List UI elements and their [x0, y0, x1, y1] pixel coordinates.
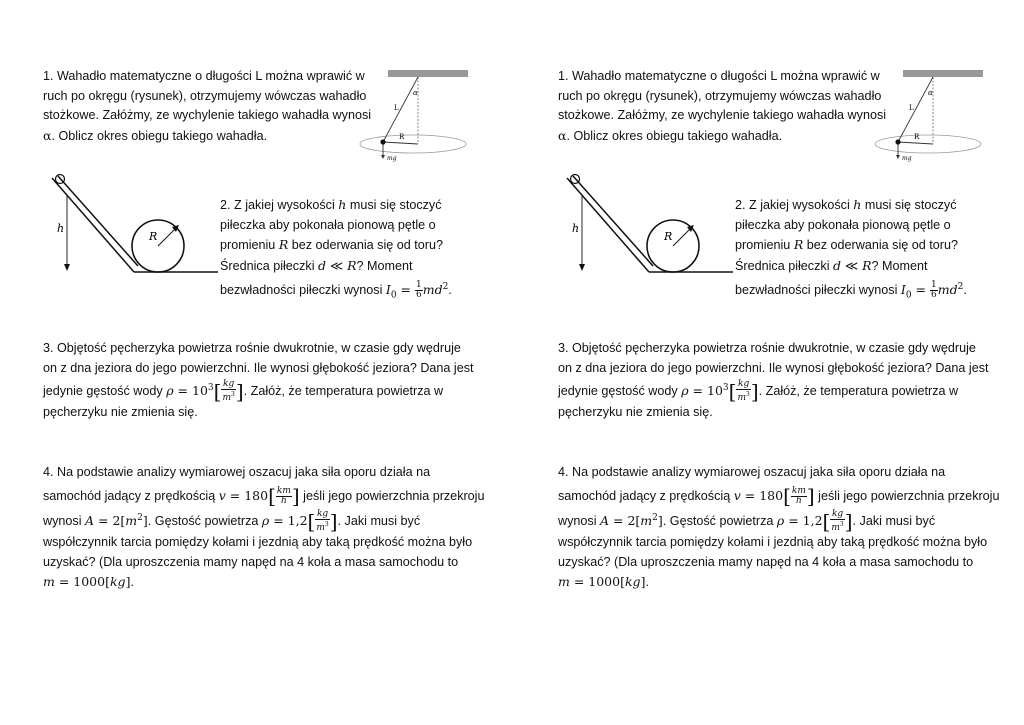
- weight-label: mg: [387, 155, 397, 162]
- problem-2-text: 2. Z jakiej wysokości h musi się stoczyć piłeczka aby pokonała pionową pętle o promieniu R bez oderwania się od toru? Średnica piłeczki d ≪ R? Moment bezwładności piłeczki wynosi $I_0$ = $\frac{1}{6}$ $md^2$.: [220, 197, 452, 301]
- loop-track-figure: [565, 170, 735, 275]
- weight-label: mg: [902, 155, 912, 162]
- height-label: h: [57, 222, 65, 235]
- problem-2-text: 2. Z jakiej wysokości h musi się stoczyć piłeczka aby pokonała pionową pętle o promieniu R bez oderwania się od toru? Średnica piłeczki d ≪ R? Moment bezwładności piłeczki wynosi $I_0$ = $\frac{1}{6}$ $md^2$.: [735, 197, 967, 301]
- loop-radius-label: R: [149, 230, 158, 243]
- problem-3-text: 3. Objętość pęcherzyka powietrza rośnie dwukrotnie, w czasie gdy wędruje on z dna jeziora do jego powierzchni. Ile wynosi głębokość jeziora? Dana jest jedynie gęstość wody $\rho = 10^3$[ $\frac{kg}{m^3}$ ]. Załóż, że temperatura powietrza w pęcherzyku nie zmienia się.: [558, 341, 989, 420]
- conical-pendulum-figure: [893, 68, 983, 166]
- length-label: L: [909, 104, 914, 112]
- radius-label: R: [399, 133, 405, 141]
- loop-track-figure: [50, 170, 220, 275]
- alpha-label: α: [413, 89, 418, 97]
- problem-4-text: 4. Na podstawie analizy wymiarowej oszacuj jaka siła oporu działa na samochód jadący z prędkością v = 180[ $\frac{km}{h}$ ] jeśli jego powierzchnia przekroju wynosi $A = 2[m^2]$. Gęstość powietrza ρ = 1,2[ $\frac{kg}{m^3}$ ]. Jaki musi być współczynnik tarcia pomiędzy kołami i jezdnią aby taką prędkość można było uzyskać? (Dla uproszczenia mamy napęd na 4 koła a masa samochodu to m = 1000[kg].: [558, 465, 1000, 590]
- length-label: L: [394, 104, 399, 112]
- problem-3-text: 3. Objętość pęcherzyka powietrza rośnie dwukrotnie, w czasie gdy wędruje on z dna jeziora do jego powierzchni. Ile wynosi głębokość jeziora? Dana jest jedynie gęstość wody $\rho = 10^3$[ $\frac{kg}{m^3}$ ]. Załóż, że temperatura powietrza w pęcherzyku nie zmienia się.: [43, 341, 474, 420]
- loop-radius-label: R: [664, 230, 673, 243]
- problem-4-text: 4. Na podstawie analizy wymiarowej oszacuj jaka siła oporu działa na samochód jadący z prędkością v = 180[ $\frac{km}{h}$ ] jeśli jego powierzchnia przekroju wynosi $A = 2[m^2]$. Gęstość powietrza ρ = 1,2[ $\frac{kg}{m^3}$ ]. Jaki musi być współczynnik tarcia pomiędzy kołami i jezdnią aby taką prędkość można było uzyskać? (Dla uproszczenia mamy napęd na 4 koła a masa samochodu to m = 1000[kg].: [43, 465, 485, 590]
- problem-1-text: 1. Wahadło matematyczne o długości L można wprawić w ruch po okręgu (rysunek), otrzymujemy wówczas wahadło stożkowe. Załóżmy, ze wychylenie takiego wahadła wynosi α. Oblicz okres obiegu takiego wahadła.: [43, 69, 372, 143]
- problem-1-text: 1. Wahadło matematyczne o długości L można wprawić w ruch po okręgu (rysunek), otrzymujemy wówczas wahadło stożkowe. Załóżmy, ze wychylenie takiego wahadła wynosi α. Oblicz okres obiegu takiego wahadła.: [558, 69, 887, 143]
- worksheet-copy-right: [515, 0, 1024, 725]
- height-label: h: [572, 222, 580, 235]
- radius-label: R: [914, 133, 920, 141]
- conical-pendulum-figure: [378, 68, 468, 166]
- alpha-label: α: [928, 89, 933, 97]
